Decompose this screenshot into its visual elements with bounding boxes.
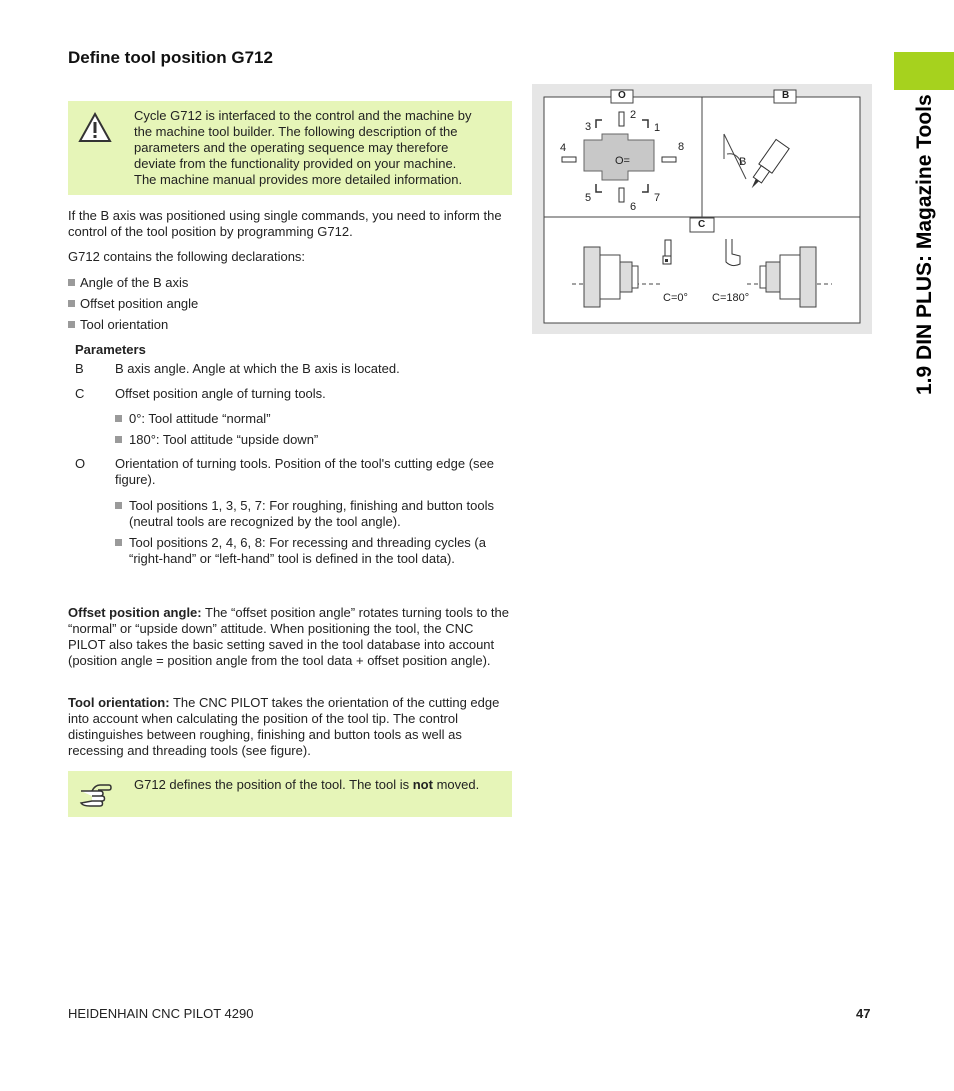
offset-paragraph: Offset position angle: The “offset position angle” rotates turning tools to the “normal” or “upside down” attitude. When positioning the tool, the CNC PILOT also takes the basic setting saved in the tool database into account (position angle = position angle from the tool data + offset position angle). bbox=[68, 605, 509, 668]
param-label-c: C bbox=[75, 386, 85, 401]
warning-note bbox=[68, 101, 512, 195]
position-label: 7 bbox=[654, 192, 661, 204]
position-label: 1 bbox=[654, 122, 661, 134]
c180-label: C=180° bbox=[712, 292, 750, 304]
hint-note bbox=[68, 771, 512, 817]
orientation-paragraph: Tool orientation: The CNC PILOT takes the orientation of the cutting edge into account when calculating the position of the tool tip. The control distinguishes between roughing, finishing and button tools as well as recessing and threading tools (see figure). bbox=[68, 695, 500, 758]
list-item: Tool positions 2, 4, 6, 8: For recessing and threading cycles (a “right-hand” or “left-hand” tool is defined in the tool data). bbox=[115, 535, 512, 567]
position-label: 3 bbox=[585, 121, 592, 133]
list-item: Tool positions 1, 3, 5, 7: For roughing, finishing and button tools (neutral tools are recognized by the tool angle). bbox=[115, 498, 512, 530]
intro-paragraph: If the B axis was positioned using single commands, you need to inform the control of the tool position by programming G712. bbox=[68, 208, 502, 239]
list-item: Tool orientation bbox=[68, 317, 168, 333]
param-desc-o: Orientation of turning tools. Position of the tool's cutting edge (see figure). bbox=[115, 456, 494, 487]
panel-o-label: O bbox=[618, 90, 626, 101]
tool-position-figure bbox=[532, 84, 872, 334]
panel-b-label: B bbox=[782, 90, 790, 101]
param-label-o: O bbox=[75, 456, 86, 471]
list-item: 0°: Tool attitude “normal” bbox=[115, 411, 509, 427]
declarations-intro: G712 contains the following declarations: bbox=[68, 249, 306, 264]
b-angle-label: B bbox=[739, 156, 747, 168]
c0-label: C=0° bbox=[663, 292, 688, 304]
pointing-hand-icon bbox=[78, 779, 112, 813]
footer-text: HEIDENHAIN CNC PILOT 4290 bbox=[68, 1006, 254, 1021]
param-label-b: B bbox=[75, 361, 84, 376]
list-item: 180°: Tool attitude “upside down” bbox=[115, 432, 509, 448]
warning-text: Cycle G712 is interfaced to the control and the machine by the machine tool builder. The following description of the parameters and the operating sequence may therefore deviate from the functionality provided on your machine. The machine manual provides more detailed information. bbox=[134, 108, 472, 187]
param-desc-b: B axis angle. Angle at which the B axis is located. bbox=[115, 361, 400, 376]
chapter-tab bbox=[894, 52, 954, 90]
figure-drawing bbox=[532, 84, 872, 334]
panel-c-label: C bbox=[698, 219, 706, 230]
warning-triangle-icon bbox=[78, 111, 112, 145]
page-number: 47 bbox=[856, 1006, 871, 1021]
list-item: Angle of the B axis bbox=[68, 275, 188, 291]
page-title: Define tool position G712 bbox=[68, 48, 273, 67]
param-desc-c: Offset position angle of turning tools. bbox=[115, 386, 326, 401]
position-label: 8 bbox=[678, 141, 685, 153]
position-label: 5 bbox=[585, 192, 592, 204]
position-label: 6 bbox=[630, 201, 637, 213]
hint-text: G712 defines the position of the tool. The tool is not moved. bbox=[134, 777, 480, 792]
list-item: Offset position angle bbox=[68, 296, 198, 312]
position-label: 2 bbox=[630, 109, 637, 121]
chapter-title: 1.9 DIN PLUS: Magazine Tools bbox=[913, 94, 936, 395]
center-label: O= bbox=[615, 155, 630, 167]
position-label: 4 bbox=[560, 142, 567, 154]
parameters-heading: Parameters bbox=[75, 342, 146, 357]
